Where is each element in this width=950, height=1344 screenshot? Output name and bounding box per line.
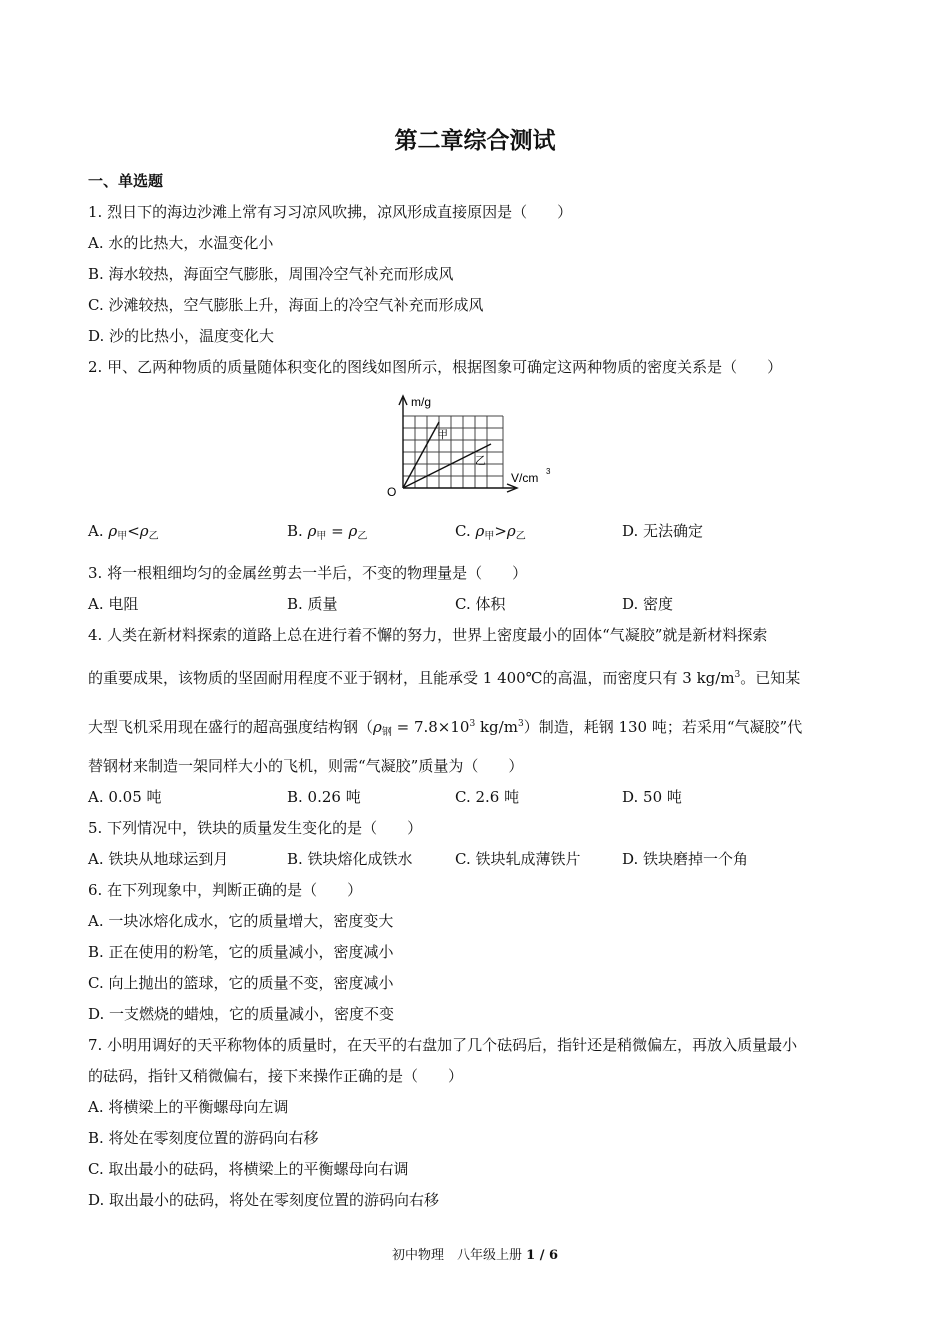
line-jia: [403, 422, 439, 488]
question-6-option-a: A. 一块冰熔化成水，它的质量增大，密度变大: [88, 912, 394, 930]
question-4-stem-line-3: 大型飞机采用现在盛行的超高强度结构钢（$\rho_钢 = 7.8\times 10^3$ $kg/m^3$）制造，耗钢 130 吨；若采用“气凝胶”代: [88, 718, 803, 738]
question-5-option-c: C. 铁块轧成薄铁片: [455, 850, 581, 868]
question-3-option-d: D. 密度: [622, 595, 674, 613]
line-jia-label: 甲: [437, 428, 448, 441]
question-1-option-b: B. 海水较热，海面空气膨胀，周围冷空气补充而形成风: [88, 265, 454, 283]
question-4-option-b: B. 0.26 吨: [287, 788, 361, 806]
section-heading: 一、单选题: [88, 172, 164, 190]
question-1-option-a: A. 水的比热大，水温变化小: [88, 234, 274, 252]
question-5-option-a: A. 铁块从地球运到月: [88, 850, 229, 868]
question-7-option-b: B. 将处在零刻度位置的游码向右移: [88, 1129, 319, 1147]
question-3-stem: 3. 将一根粗细均匀的金属丝剪去一半后，不变的物理量是（ ）: [88, 564, 528, 582]
question-4-stem-line-1: 4. 人类在新材料探索的道路上总在进行着不懈的努力，世界上密度最小的固体“气凝胶”就是新材料探索: [88, 626, 768, 644]
x-axis-label-exponent: 3: [546, 467, 551, 476]
question-3-option-a: A. 电阻: [88, 595, 139, 613]
question-5-option-b: B. 铁块熔化成铁水: [287, 850, 413, 868]
question-6-stem: 6. 在下列现象中，判断正确的是（ ）: [88, 881, 363, 899]
question-2-stem: 2. 甲、乙两种物质的质量随体积变化的图线如图所示，根据图象可确定这两种物质的密度关系是（ ）: [88, 358, 783, 376]
question-2-option-d: D. 无法确定: [622, 522, 704, 540]
question-3-option-b: B. 质量: [287, 595, 338, 613]
question-4-option-a: A. 0.05 吨: [88, 788, 162, 806]
mass-volume-graph: [383, 392, 563, 502]
question-6-option-b: B. 正在使用的粉笔，它的质量减小，密度减小: [88, 943, 394, 961]
question-5-option-d: D. 铁块磨掉一个角: [622, 850, 749, 868]
question-7-option-a: A. 将横梁上的平衡螺母向左调: [88, 1098, 289, 1116]
x-axis-label: V/cm: [511, 471, 539, 485]
question-1-stem: 1. 烈日下的海边沙滩上常有习习凉风吹拂，凉风形成直接原因是（ ）: [88, 203, 573, 221]
question-4-stem-line-4: 替钢材来制造一架同样大小的飞机，则需“气凝胶”质量为（ ）: [88, 757, 524, 775]
question-7-stem-line-1: 7. 小明用调好的天平称物体的质量时，在天平的右盘加了几个砝码后，指针还是稍微偏左，再放入质量最小: [88, 1036, 798, 1054]
question-7-stem-line-2: 的砝码，指针又稍微偏右，接下来操作正确的是（ ）: [88, 1067, 464, 1085]
question-1-option-c: C. 沙滩较热，空气膨胀上升，海面上的冷空气补充而形成风: [88, 296, 484, 314]
question-4-option-c: C. 2.6 吨: [455, 788, 520, 806]
question-6-option-c: C. 向上抛出的篮球，它的质量不变，密度减小: [88, 974, 394, 992]
question-4-stem-line-2: 的重要成果，该物质的坚固耐用程度不亚于钢材，且能承受 1 400℃的高温，而密度只有 3 $kg/m^3$。已知某: [88, 669, 801, 687]
question-2-option-a: A. $\rho_甲<\rho_乙$: [88, 522, 159, 542]
page-footer: [0, 1246, 950, 1266]
question-6-option-d: D. 一支燃烧的蜡烛，它的质量减小，密度不变: [88, 1005, 395, 1023]
footer-text: 初中物理 八年级上册: [391, 1248, 527, 1263]
question-5-stem: 5. 下列情况中，铁块的质量发生变化的是（ ）: [88, 819, 423, 837]
question-2-option-c: C. $\rho_甲>\rho_乙$: [455, 522, 526, 542]
page-title: 第二章综合测试: [394, 127, 556, 154]
question-2-option-b: B. $\rho_甲 = \rho_乙$: [287, 522, 368, 542]
question-4-option-d: D. 50 吨: [622, 788, 682, 806]
question-1-option-d: D. 沙的比热小，温度变化大: [88, 327, 275, 345]
y-axis-label: m/g: [411, 395, 432, 409]
page-number: 1 / 6: [526, 1248, 559, 1263]
line-yi-label: 乙: [475, 454, 486, 467]
question-7-option-d: D. 取出最小的砝码，将处在零刻度位置的游码向右移: [88, 1191, 440, 1209]
question-7-option-c: C. 取出最小的砝码，将横梁上的平衡螺母向右调: [88, 1160, 409, 1178]
origin-label: O: [387, 485, 397, 499]
question-3-option-c: C. 体积: [455, 595, 506, 613]
